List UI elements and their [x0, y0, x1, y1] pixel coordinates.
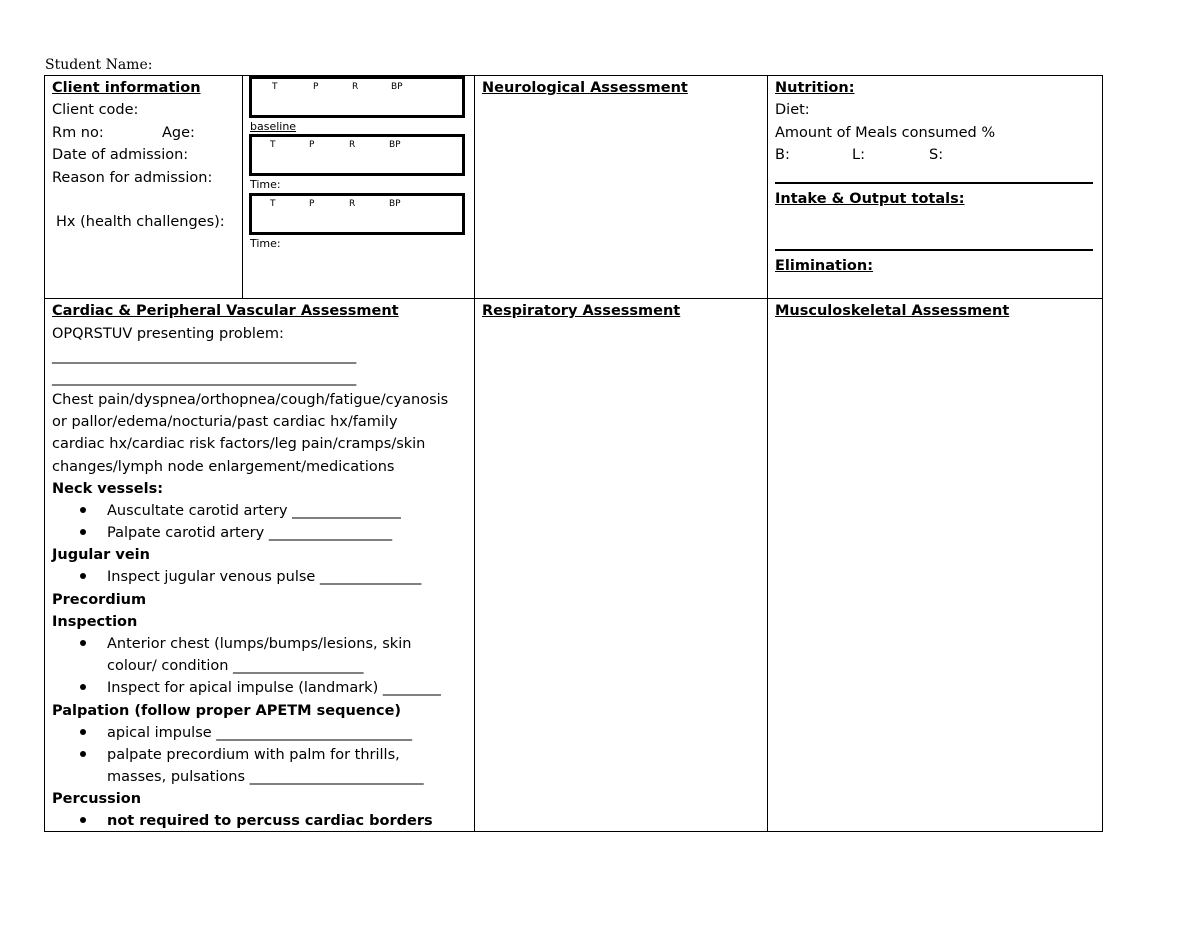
vitals-box-1[interactable] — [249, 76, 465, 118]
time-label-2: Time: — [250, 237, 281, 250]
grid-divider-2 — [474, 75, 475, 832]
percussion-heading: Percussion — [52, 791, 142, 807]
client-info-heading: Client information — [52, 80, 201, 96]
nutrition-heading: Nutrition: — [775, 80, 855, 96]
breakfast-label: B: — [775, 147, 790, 163]
lunch-label: L: — [852, 147, 865, 163]
vital-bp-label: BP — [391, 82, 403, 92]
cardiac-heading: Cardiac & Peripheral Vascular Assessment — [52, 303, 399, 319]
neuro-heading: Neurological Assessment — [482, 80, 688, 96]
vital-t-label: T — [272, 82, 278, 92]
bullet-icon — [80, 529, 86, 535]
percussion-item: not required to percuss cardiac borders — [107, 813, 433, 829]
vital-r-label: R — [349, 199, 356, 209]
opqrstuv-label: OPQRSTUV presenting problem: — [52, 326, 284, 342]
respiratory-heading: Respiratory Assessment — [482, 303, 681, 319]
auscultate-carotid-item: Auscultate carotid artery _______________ — [107, 503, 401, 519]
grid-row-divider — [44, 298, 1103, 299]
palpate-precordium-item-cont: masses, pulsations ________________________ — [107, 769, 424, 785]
client-code-label: Client code: — [52, 102, 139, 118]
vital-r-label: R — [352, 82, 359, 92]
inspect-jvp-item: Inspect jugular venous pulse ______________ — [107, 569, 422, 585]
cardiac-hx-line: changes/lymph node enlargement/medications — [52, 459, 395, 475]
nutrition-divider-1 — [775, 182, 1093, 184]
vitals-box-2[interactable] — [249, 134, 465, 176]
bullet-icon — [80, 729, 86, 735]
baseline-label: baseline — [250, 120, 297, 133]
msk-heading: Musculoskeletal Assessment — [775, 303, 1010, 319]
nutrition-divider-2 — [775, 249, 1093, 251]
vital-t-label: T — [270, 199, 276, 209]
grid-divider-3 — [767, 75, 768, 832]
grid-divider-top-1 — [242, 75, 243, 298]
blank-line: _____________________________________________ — [52, 370, 356, 386]
student-name-label: Student Name: — [45, 57, 153, 73]
bullet-icon — [80, 817, 86, 823]
anterior-chest-item-cont: colour/ condition __________________ — [107, 658, 364, 674]
palpation-heading: Palpation (follow proper APETM sequence) — [52, 703, 402, 719]
vital-p-label: P — [313, 82, 319, 92]
vital-r-label: R — [349, 140, 356, 150]
admission-reason-label: Reason for admission: — [52, 170, 213, 186]
vital-t-label: T — [270, 140, 276, 150]
blank-line: _____________________________________________ — [52, 348, 356, 364]
inspection-heading: Inspection — [52, 614, 138, 630]
supper-label: S: — [929, 147, 944, 163]
health-challenges-label: Hx (health challenges): — [56, 214, 225, 230]
cardiac-hx-line: or pallor/edema/nocturia/past cardiac hx/family — [52, 414, 398, 430]
room-number-label: Rm no: — [52, 125, 104, 141]
palpate-precordium-item: palpate precordium with palm for thrills, — [107, 747, 400, 763]
admission-date-label: Date of admission: — [52, 147, 189, 163]
bullet-icon — [80, 751, 86, 757]
apical-impulse-item: apical impulse ___________________________ — [107, 725, 413, 741]
bullet-icon — [80, 507, 86, 513]
cardiac-hx-line: cardiac hx/cardiac risk factors/leg pain/cramps/skin — [52, 436, 426, 452]
diet-label: Diet: — [775, 102, 810, 118]
meals-consumed-label: Amount of Meals consumed % — [775, 125, 996, 141]
vital-bp-label: BP — [389, 140, 401, 150]
elimination-heading: Elimination: — [775, 258, 874, 274]
time-label-1: Time: — [250, 178, 281, 191]
bullet-icon — [80, 640, 86, 646]
vital-p-label: P — [309, 199, 315, 209]
intake-output-heading: Intake & Output totals: — [775, 191, 965, 207]
neck-vessels-heading: Neck vessels: — [52, 481, 164, 497]
bullet-icon — [80, 573, 86, 579]
apical-inspect-item: Inspect for apical impulse (landmark) ________ — [107, 680, 441, 696]
jugular-vein-heading: Jugular vein — [52, 547, 150, 563]
precordium-heading: Precordium — [52, 592, 147, 608]
age-label: Age: — [162, 125, 195, 141]
vitals-box-3[interactable] — [249, 193, 465, 235]
vital-bp-label: BP — [389, 199, 401, 209]
bullet-icon — [80, 684, 86, 690]
cardiac-hx-line: Chest pain/dyspnea/orthopnea/cough/fatigue/cyanosis — [52, 392, 449, 408]
vital-p-label: P — [309, 140, 315, 150]
anterior-chest-item: Anterior chest (lumps/bumps/lesions, skin — [107, 636, 412, 652]
palpate-carotid-item: Palpate carotid artery _________________ — [107, 525, 393, 541]
